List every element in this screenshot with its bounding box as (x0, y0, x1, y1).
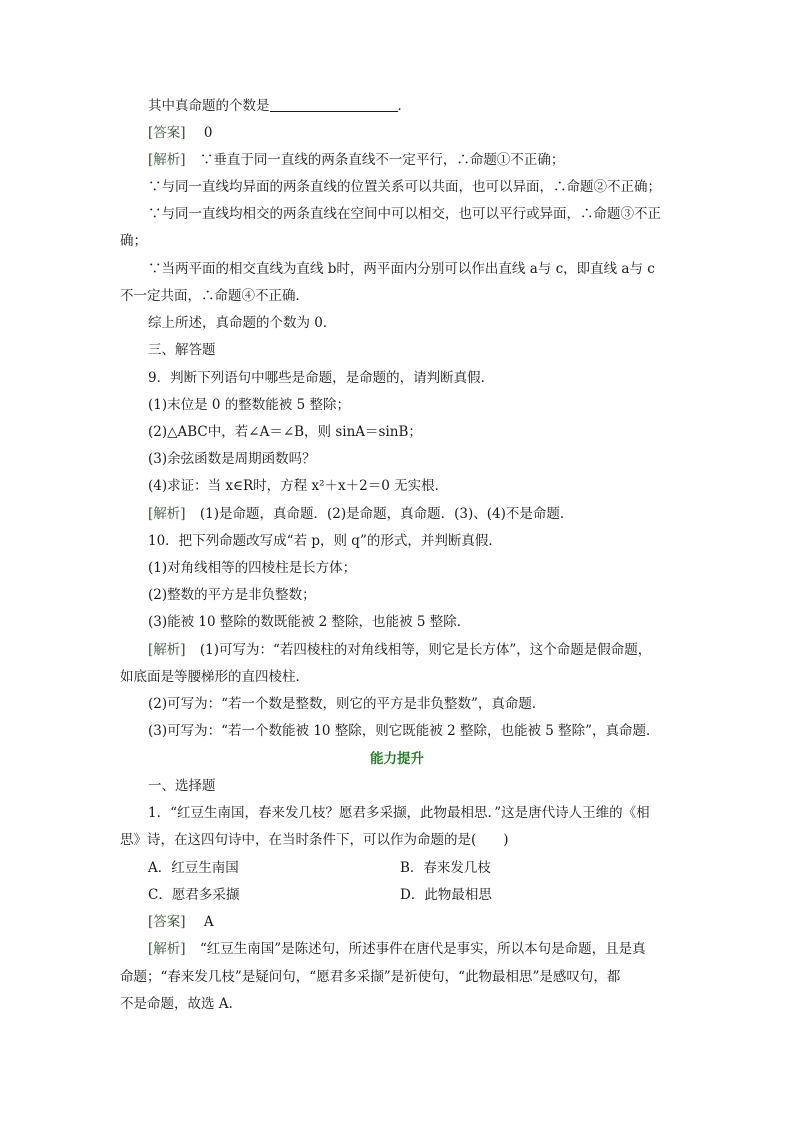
answer-value: A (203, 914, 214, 930)
q8-analysis-4b: 不一定共面，∴命题④不正确． (120, 288, 309, 304)
q9-item-1: (1)末位是 0 的整数能被 5 整除； (148, 397, 350, 413)
q8-analysis-3b: 确； (120, 233, 147, 249)
q1-analysis-c: 不是命题，故选 A. (120, 996, 233, 1012)
q9-analysis: [解析] (1)是命题，真命题．(2)是命题，真命题．(3)、(4)不是命题． (148, 506, 574, 522)
q10-item-3: (3)能被 10 整除的数既能被 2 整除，也能被 5 整除． (148, 614, 471, 630)
q10-analysis-1a: [解析] (1)可写为：“若四棱柱的对角线相等，则它是长方体”，这个命题是假命题， (148, 642, 652, 658)
section3-heading: 三、解答题 (148, 342, 216, 358)
q8-conclusion: 综上所述，真命题的个数为 0． (148, 315, 337, 331)
answer-blank (270, 97, 398, 112)
q1-stem-b: 思》诗，在这四句诗中，在当时条件下，可以作为命题的是( ) (120, 832, 509, 848)
q8-answer (148, 123, 678, 143)
q1-option-a: A．红豆生南国 (148, 860, 239, 876)
q9-item-3: (3)余弦函数是周期函数吗？ (148, 451, 316, 467)
q10-item-1: (1)对角线相等的四棱柱是长方体； (148, 560, 357, 576)
analysis-tag: [解析] (148, 152, 186, 168)
q1-option-d: D．此物最相思 (400, 887, 492, 903)
q9-item-4: (4)求证：当 x∈R时，方程 x²＋x＋2＝0 无实根． (148, 478, 449, 494)
q10-analysis-1b: 如底面是等腰梯形的直四棱柱． (120, 669, 309, 685)
q1-option-b: B．春来发几枝 (400, 860, 491, 876)
q10-analysis-2: (2)可写为：“若一个数是整数，则它的平方是非负整数”，真命题． (148, 696, 546, 712)
q9-stem: 9．判断下列语句中哪些是命题，是命题的，请判断真假． (148, 370, 495, 386)
q10-stem: 10．把下列命题改写成“若 p，则 q”的形式，并判断真假． (148, 533, 502, 549)
q1-analysis-b: 命题；“春来发几枝”是疑问句，“愿君多采撷”是祈使句，“此物最相思”是感叹句，都 (120, 969, 621, 985)
q1-answer (148, 912, 678, 932)
q10-analysis-3: (3)可写为：“若一个数能被 10 整除，则它既能被 2 整除，也能被 5 整除”，真命题． (148, 723, 660, 739)
q8-analysis-2: ∵与同一直线均异面的两条直线的位置关系可以共面，也可以异面，∴命题②不正确； (148, 179, 661, 195)
analysis-tag: [解析] (148, 642, 186, 658)
q8-stem: 其中真命题的个数是 ． (148, 98, 411, 114)
q9-item-2: (2)△ABC中，若∠A＝∠B，则 sinA＝sinB； (148, 424, 422, 440)
q10-item-2: (2)整数的平方是非负整数； (148, 587, 316, 603)
q1-option-c: C．愿君多采撷 (148, 887, 240, 903)
section1-heading: 一、选择题 (148, 778, 216, 794)
answer-value: 0 (203, 125, 213, 141)
answer-tag: [答案] (148, 914, 186, 930)
analysis-tag: [解析] (148, 506, 186, 522)
analysis-tag: [解析] (148, 941, 186, 957)
ability-section-title: 能力提升 (370, 751, 424, 767)
q8-analysis-4a: ∵当两平面的相交直线为直线 b时，两平面内分别可以作出直线 a与 c，即直线 a与 c (148, 261, 655, 277)
q8-analysis-1: [解析] ∵垂直于同一直线的两条直线不一定平行，∴命题①不正确； (148, 152, 565, 168)
q1-stem-a: 1．“红豆生南国，春来发几枝？愿君多采撷，此物最相思．”这是唐代诗人王维的《相 (148, 805, 650, 821)
q8-analysis-3a: ∵与同一直线均相交的两条直线在空间中可以相交，也可以平行或异面，∴命题③不正 (148, 206, 661, 222)
answer-tag: [答案] (148, 125, 186, 141)
q1-analysis-a: [解析] “红豆生南国”是陈述句，所述事件在唐代是事实，所以本句是命题，且是真 (148, 941, 646, 957)
